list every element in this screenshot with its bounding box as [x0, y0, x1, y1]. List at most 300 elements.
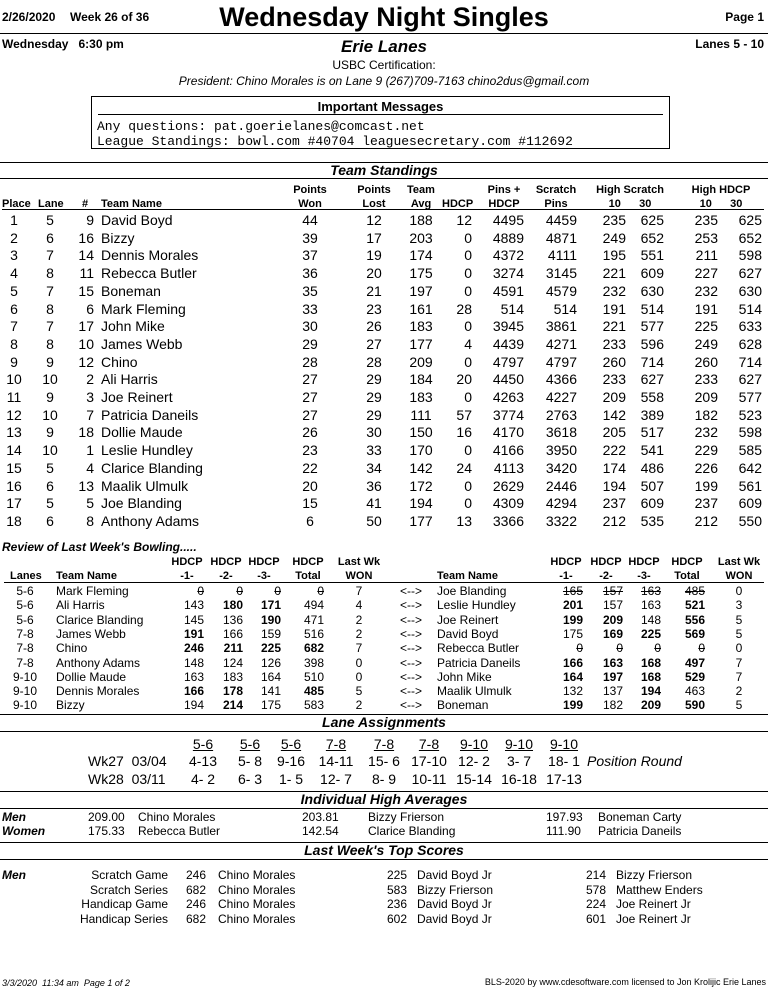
- review-header-underline: [4, 582, 764, 583]
- high-hdcp-30-cell: 598: [738, 424, 762, 441]
- points-lost-cell: 12: [366, 212, 382, 228]
- score-cell: 132: [562, 684, 583, 699]
- table-row: [0, 389, 768, 407]
- col-high-hdcp: High HDCP: [691, 184, 751, 196]
- score-value: 601: [586, 911, 607, 926]
- col-hdcp-2: -2-: [599, 570, 613, 582]
- high-hdcp-10-cell: 249: [694, 335, 718, 352]
- table-row: [0, 247, 768, 265]
- pins-hdcp-cell: 4797: [492, 353, 524, 370]
- points-won-cell: 35: [302, 282, 318, 299]
- score-cell: 178: [222, 684, 243, 699]
- lane-cell: 6: [46, 512, 54, 529]
- points-won-cell: 15: [302, 495, 318, 512]
- team-name-cell: Rebecca Butler: [101, 265, 197, 282]
- matchup-cell: 3- 7: [506, 753, 532, 769]
- points-won-cell: 30: [302, 318, 318, 335]
- lane-cell: 10: [42, 442, 58, 459]
- matchup-cell: 4- 2: [190, 771, 216, 787]
- matchup-cell: 18- 1: [548, 753, 580, 769]
- team-number-cell: 2: [86, 371, 94, 388]
- score-cell: 124: [222, 655, 243, 670]
- table-row: [0, 460, 768, 478]
- high-scratch-30-cell: 714: [640, 353, 664, 370]
- place-cell: 2: [10, 229, 18, 246]
- hdcp-cell: 0: [464, 442, 472, 459]
- team-number-cell: 10: [78, 335, 94, 352]
- team-avg-cell: 174: [409, 247, 433, 264]
- score-cell: 159: [260, 626, 281, 641]
- score-cell: 126: [260, 655, 281, 670]
- lanes-cell: 5-6: [16, 584, 34, 598]
- score-cell: 141: [260, 684, 281, 699]
- score-cell: 191: [183, 626, 204, 641]
- women-label: Women: [2, 824, 46, 838]
- team-name-cell: Maalik Ulmulk: [101, 477, 189, 494]
- score-cell: 164: [260, 669, 281, 684]
- hdcp-cell: 0: [464, 353, 472, 370]
- messages-divider: [98, 114, 663, 115]
- won-cell: 2: [355, 612, 363, 627]
- score-cell: 166: [183, 684, 204, 699]
- high-hdcp-10-cell: 209: [694, 389, 718, 405]
- lane-assignments-title: Lane Assignments: [322, 714, 446, 730]
- pins-hdcp-cell: 4495: [492, 212, 524, 228]
- bowler-name: Bizzy Frierson: [368, 810, 445, 824]
- col-hdcp-3: HDCP: [248, 556, 280, 568]
- score-cell: 157: [602, 598, 623, 613]
- score-category: Scratch Series: [89, 882, 168, 897]
- team-number-cell: 12: [78, 353, 94, 370]
- team-name-cell: Mark Fleming: [56, 584, 129, 598]
- matchup-cell: 14-11: [318, 753, 354, 769]
- high-hdcp-30-cell: 630: [738, 282, 762, 299]
- top-scores-title: Last Week's Top Scores: [304, 842, 464, 858]
- hdcp-cell: 0: [464, 229, 472, 246]
- hdcp-cell: 20: [456, 371, 472, 388]
- scratch-pins-cell: 3145: [545, 265, 577, 282]
- team-number-cell: 8: [86, 512, 94, 529]
- place-cell: 13: [6, 424, 22, 441]
- table-row: [0, 627, 768, 641]
- high-scratch-10-cell: 237: [602, 495, 626, 512]
- score-category: Handicap Game: [81, 897, 168, 911]
- lane-cell: 8: [46, 265, 54, 282]
- scratch-pins-cell: 4294: [545, 495, 577, 512]
- team-name-cell: Maalik Ulmulk: [437, 684, 512, 699]
- score-value: 246: [186, 897, 207, 911]
- high-scratch-30-cell: 558: [640, 389, 664, 405]
- hdcp-cell: 0: [464, 282, 472, 299]
- won-cell: 5: [355, 684, 363, 699]
- team-number-cell: 16: [78, 229, 94, 246]
- score-cell: 148: [183, 655, 204, 670]
- score-category: Handicap Series: [79, 911, 168, 926]
- score-cell: 145: [183, 612, 204, 627]
- won-cell: 0: [735, 584, 743, 598]
- table-row: [0, 656, 768, 670]
- high-hdcp-10-cell: 199: [694, 477, 718, 494]
- table-row: [0, 283, 768, 301]
- team-avg-cell: 177: [409, 512, 433, 529]
- col-hdcp-2: HDCP: [210, 556, 242, 568]
- high-hdcp-30-cell: 523: [738, 406, 762, 423]
- points-lost-cell: 17: [366, 229, 382, 246]
- score-cell: 0: [698, 641, 705, 656]
- score-cell: 0: [197, 584, 204, 598]
- scratch-pins-cell: 4366: [545, 371, 577, 388]
- won-cell: 4: [355, 598, 363, 613]
- lane-pair-header: 9-10: [504, 736, 534, 752]
- points-won-cell: 27: [302, 406, 318, 423]
- score-cell: 225: [640, 626, 661, 641]
- team-number-cell: 15: [78, 282, 94, 299]
- team-name-cell: Chino: [56, 641, 88, 656]
- team-number-cell: 17: [78, 318, 94, 335]
- scratch-pins-cell: 4271: [545, 335, 577, 352]
- place-cell: 12: [6, 406, 22, 423]
- score-cell: 0: [576, 641, 583, 656]
- page-number: Page 1: [725, 10, 764, 24]
- table-row: [0, 424, 768, 442]
- high-scratch-10-cell: 209: [602, 389, 626, 405]
- high-scratch-30-cell: 541: [640, 442, 664, 459]
- col-points-lost: Points: [357, 184, 391, 196]
- lanes-cell: 9-10: [12, 669, 38, 684]
- won-cell: 5: [735, 698, 743, 713]
- won-cell: 0: [355, 655, 363, 670]
- scratch-pins-cell: 4871: [545, 229, 577, 246]
- review-header: [0, 555, 768, 583]
- pins-hdcp-cell: 4372: [492, 247, 524, 264]
- hdcp-cell: 0: [464, 477, 472, 494]
- col-high-scratch: High Scratch: [596, 184, 664, 196]
- points-lost-cell: 23: [366, 300, 382, 317]
- pins-hdcp-cell: 4309: [492, 495, 524, 512]
- lane-cell: 10: [42, 406, 58, 423]
- place-cell: 1: [10, 212, 18, 228]
- points-lost-cell: 36: [366, 477, 382, 494]
- vs-arrow: <-->: [399, 669, 422, 684]
- col-scratch-pins: Scratch: [535, 184, 577, 196]
- pins-hdcp-cell: 3366: [492, 512, 524, 529]
- matchup-cell: 9-16: [276, 753, 306, 769]
- score-cell: 556: [684, 612, 705, 627]
- bowler-name: Chino Morales: [138, 810, 216, 824]
- vs-arrow: <-->: [399, 626, 422, 641]
- lanes-cell: 5-6: [16, 598, 34, 613]
- high-hdcp-10-cell: 232: [694, 424, 718, 441]
- place-cell: 14: [6, 442, 22, 459]
- points-won-cell: 28: [302, 353, 318, 370]
- scratch-pins-cell: 3861: [545, 318, 577, 335]
- high-hdcp-30-cell: 627: [738, 371, 762, 388]
- pins-hdcp-cell: 514: [500, 300, 524, 317]
- team-avg-cell: 161: [409, 300, 433, 317]
- score-value: 214: [586, 868, 607, 882]
- team-name-cell: Leslie Hundley: [101, 442, 193, 459]
- points-lost-cell: 50: [366, 512, 382, 529]
- col-hdcp-2: HDCP: [590, 556, 622, 568]
- president-info: President: Chino Morales is on Lane 9 (267)709-7163 chino2dus@gmail.com: [178, 74, 590, 88]
- team-name-cell: Anthony Adams: [101, 512, 200, 529]
- high-scratch-10-cell: 260: [602, 353, 626, 370]
- points-won-cell: 33: [302, 300, 318, 317]
- score-cell: 180: [222, 598, 243, 613]
- team-name-cell: Patricia Daneils: [437, 655, 521, 670]
- header-rule: [0, 33, 768, 34]
- points-won-cell: 29: [302, 335, 318, 352]
- score-cell: 497: [684, 655, 705, 670]
- team-avg-cell: 194: [409, 495, 433, 512]
- team-name-cell: John Mike: [437, 669, 492, 684]
- lanes-cell: 7-8: [16, 655, 34, 670]
- high-hdcp-10-cell: 237: [694, 495, 718, 512]
- averages-table: [0, 810, 768, 840]
- pins-hdcp-cell: 4166: [492, 442, 524, 459]
- team-number-cell: 11: [79, 265, 94, 282]
- score-cell: 199: [562, 698, 583, 713]
- score-cell: 190: [260, 612, 281, 627]
- page-title: Wednesday Night Singles: [219, 2, 549, 32]
- high-hdcp-30-cell: 598: [738, 247, 762, 264]
- table-row: [0, 584, 768, 598]
- high-hdcp-30-cell: 625: [738, 212, 762, 228]
- hdcp-cell: 28: [456, 300, 472, 317]
- col-hdcp-3: -3-: [637, 570, 651, 582]
- score-cell: 163: [183, 669, 204, 684]
- won-cell: 2: [735, 684, 743, 699]
- team-number-cell: 1: [86, 442, 94, 459]
- lane-cell: 9: [46, 389, 54, 405]
- men-label: Men: [2, 810, 26, 824]
- scratch-pins-cell: 2763: [545, 406, 577, 423]
- points-lost-cell: 29: [366, 389, 382, 405]
- hdcp-cell: 4: [464, 335, 472, 352]
- pins-hdcp-cell: 4113: [493, 459, 524, 476]
- place-cell: 6: [10, 300, 18, 317]
- high-hdcp-10-cell: 226: [694, 459, 718, 476]
- score-cell: 169: [602, 626, 623, 641]
- score-cell: 166: [562, 655, 583, 670]
- col-place: Place: [2, 198, 31, 210]
- matchup-cell: 5- 8: [237, 753, 263, 769]
- high-scratch-10-cell: 233: [602, 335, 626, 352]
- won-cell: 5: [735, 626, 743, 641]
- high-scratch-30-cell: 517: [640, 424, 664, 441]
- won-cell: 3: [735, 598, 743, 613]
- bowler-name: David Boyd Jr: [417, 911, 492, 926]
- vs-arrow: <-->: [399, 584, 422, 598]
- lane-cell: 7: [46, 282, 54, 299]
- table-row: [0, 301, 768, 319]
- table-row: [0, 318, 768, 336]
- team-name-cell: Patricia Daneils: [101, 406, 199, 423]
- score-cell: 175: [562, 626, 583, 641]
- high-hdcp-10-cell: 260: [694, 353, 718, 370]
- col-hdcp-2: -2-: [219, 570, 233, 582]
- team-name-cell: Joe Reinert: [437, 612, 499, 627]
- team-name-cell: Joe Blanding: [101, 495, 182, 512]
- high-hdcp-30-cell: 642: [738, 459, 762, 476]
- score-value: 682: [186, 882, 207, 897]
- place-cell: 3: [10, 247, 18, 264]
- matchup-cell: 6- 3: [237, 771, 263, 787]
- header-underline: [2, 209, 764, 210]
- high-scratch-30-cell: 486: [640, 459, 664, 476]
- lane-pair-header: 7-8: [418, 736, 440, 752]
- pins-hdcp-cell: 4439: [492, 335, 524, 352]
- lane-cell: 6: [46, 229, 54, 246]
- team-name-cell: Dollie Maude: [56, 669, 127, 684]
- vs-arrow: <-->: [399, 655, 422, 670]
- score-cell: 211: [223, 641, 243, 656]
- team-number-cell: 3: [86, 389, 94, 405]
- position-round-note: Position Round: [587, 753, 682, 769]
- score-cell: 485: [684, 584, 705, 598]
- team-number-cell: 5: [86, 495, 94, 512]
- won-cell: 0: [735, 641, 743, 656]
- team-name-cell: Mark Fleming: [101, 300, 186, 317]
- col-hdcp-total: Total: [295, 570, 321, 582]
- average-value: 111.90: [546, 824, 581, 838]
- team-avg-cell: 170: [409, 442, 433, 459]
- table-row: [0, 230, 768, 248]
- messages-title: Important Messages: [317, 99, 444, 114]
- hdcp-cell: 0: [464, 247, 472, 264]
- message-line: League Standings: bowl.com #40704 leaguesecretary.com #112692: [97, 134, 573, 149]
- col-last-wk-won: WON: [345, 570, 373, 582]
- matchup-cell: 1- 5: [278, 771, 304, 787]
- score-cell: 197: [602, 669, 623, 684]
- average-value: 203.81: [302, 810, 339, 824]
- col-last-wk-won: WON: [725, 570, 753, 582]
- score-cell: 0: [274, 584, 281, 598]
- score-cell: 463: [684, 684, 705, 699]
- score-value: 682: [186, 911, 207, 926]
- place-cell: 5: [10, 282, 18, 299]
- points-lost-cell: 30: [366, 424, 382, 441]
- bowler-name: Bizzy Frierson: [417, 882, 494, 897]
- points-won-cell: 20: [302, 477, 318, 494]
- bowler-name: David Boyd Jr: [417, 868, 492, 882]
- matchup-cell: 10-11: [411, 771, 447, 787]
- high-hdcp-30-cell: 627: [738, 265, 762, 282]
- high-scratch-10-cell: 174: [602, 459, 626, 476]
- vs-arrow: <-->: [399, 684, 422, 699]
- matchup-cell: 4-13: [188, 753, 218, 769]
- col-high-scratch: 10 30: [608, 198, 652, 210]
- score-cell: 168: [640, 669, 661, 684]
- team-avg-cell: 209: [409, 353, 433, 370]
- certification: USBC Certification:: [332, 58, 436, 72]
- table-row: [0, 354, 768, 372]
- pins-hdcp-cell: 4591: [492, 282, 524, 299]
- score-value: 246: [186, 868, 207, 882]
- lane-cell: 8: [46, 335, 54, 352]
- points-lost-cell: 27: [366, 335, 382, 352]
- points-lost-cell: 20: [366, 265, 382, 282]
- table-row: [0, 641, 768, 655]
- score-cell: 529: [684, 669, 705, 684]
- average-value: 197.93: [546, 810, 583, 824]
- team-name-cell: David Boyd: [101, 212, 173, 228]
- high-scratch-10-cell: 194: [602, 477, 626, 494]
- score-value: 583: [387, 882, 408, 897]
- lane-pair-header: 7-8: [325, 736, 347, 752]
- team-avg-cell: 142: [409, 459, 433, 476]
- footer-print-info: 3/3/2020 11:34 am Page 1 of 2: [2, 978, 130, 988]
- team-name-cell: David Boyd: [437, 626, 499, 641]
- table-row: [0, 265, 768, 283]
- points-won-cell: 37: [302, 247, 318, 264]
- col-hdcp-3: HDCP: [628, 556, 660, 568]
- score-cell: 0: [236, 584, 243, 598]
- team-name-cell: Ali Harris: [56, 598, 105, 613]
- score-cell: 157: [602, 584, 623, 598]
- hdcp-cell: 0: [464, 265, 472, 282]
- col-hdcp-3: -3-: [257, 570, 271, 582]
- scratch-pins-cell: 514: [553, 300, 577, 317]
- score-cell: 569: [684, 626, 705, 641]
- score-value: 225: [387, 868, 408, 882]
- hdcp-cell: 12: [456, 212, 472, 228]
- score-cell: 175: [260, 698, 281, 713]
- bowler-name: Chino Morales: [218, 897, 296, 911]
- bowler-name: Joe Reinert Jr: [616, 911, 691, 926]
- points-lost-cell: 21: [366, 282, 382, 299]
- pins-hdcp-cell: 3274: [492, 265, 524, 282]
- message-line: Any questions: pat.goerielanes@comcast.net: [97, 119, 425, 134]
- score-cell: 199: [562, 612, 583, 627]
- col-team-name: Team Name: [437, 570, 498, 582]
- lane-cell: 10: [42, 371, 58, 388]
- table-row: [0, 684, 768, 698]
- men-label: Men: [2, 868, 26, 882]
- score-cell: 516: [303, 626, 324, 641]
- scratch-pins-cell: 2446: [545, 477, 577, 494]
- high-hdcp-30-cell: 628: [738, 335, 762, 352]
- col-high-hdcp: 10 30: [699, 198, 743, 210]
- lanes-cell: 7-8: [16, 626, 34, 641]
- table-row: [0, 513, 768, 531]
- points-won-cell: 36: [302, 265, 318, 282]
- high-hdcp-10-cell: 212: [694, 512, 718, 529]
- score-cell: 209: [640, 698, 661, 713]
- won-cell: 2: [355, 698, 363, 713]
- lane-assignments-grid: [0, 736, 768, 791]
- vs-arrow: <-->: [399, 598, 422, 613]
- col-hdcp-1: HDCP: [171, 556, 203, 568]
- section-rule: [0, 731, 768, 732]
- won-cell: 7: [735, 655, 743, 670]
- section-rule: [0, 178, 768, 179]
- important-messages-box: [91, 96, 670, 149]
- score-cell: 510: [303, 669, 324, 684]
- bowler-name: Joe Reinert Jr: [616, 897, 691, 911]
- scratch-pins-cell: 3322: [545, 512, 577, 529]
- averages-title: Individual High Averages: [300, 791, 468, 807]
- lane-cell: 7: [46, 247, 54, 264]
- high-scratch-30-cell: 627: [640, 371, 664, 388]
- team-avg-cell: 177: [409, 335, 433, 352]
- matchup-cell: 17-10: [411, 753, 447, 769]
- team-number-cell: 13: [78, 477, 94, 494]
- team-avg-cell: 172: [409, 477, 433, 494]
- score-cell: 182: [602, 698, 623, 713]
- lanes-cell: 7-8: [16, 641, 34, 656]
- points-won-cell: 27: [302, 371, 318, 388]
